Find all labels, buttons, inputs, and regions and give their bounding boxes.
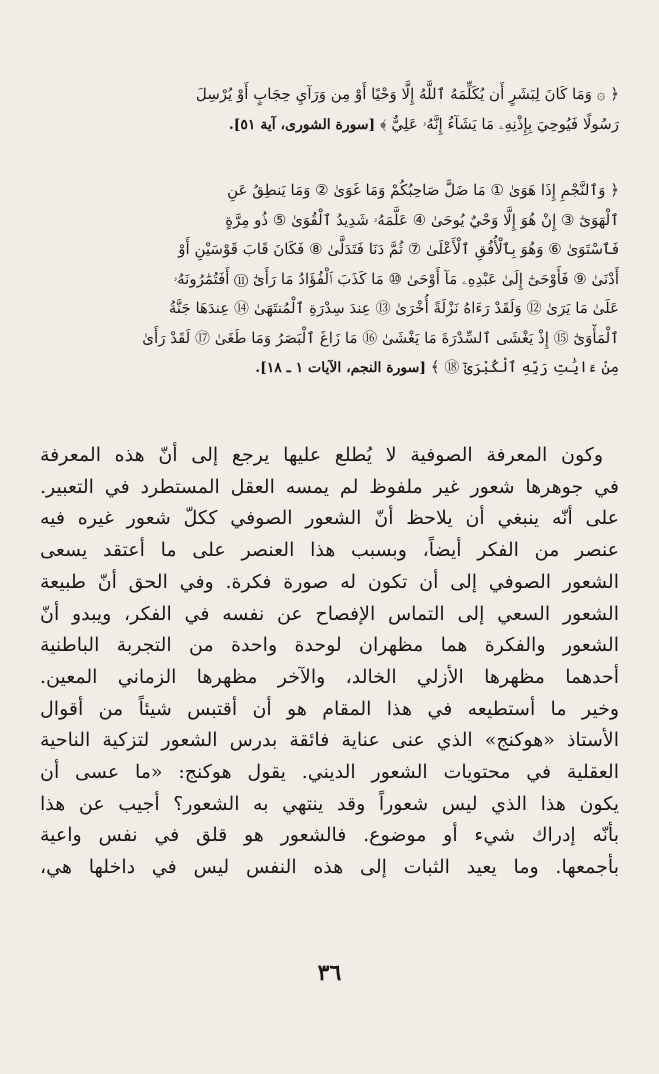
quran-line: ٱلْهَوَىٰٓ ③ إِنْ هُوَ إِلَّا وَحْيٌ يُوحَىٰ ④ عَلَّمَهُۥ شَدِيدُ ٱلْقُوَىٰ ⑤ ذُو مِرَّةٍ [225,210,619,229]
quran-line: عَلَىٰ مَا يَرَىٰ ⑫ وَلَقَدْ رَءَاهُ نَزْلَةً أُخْرَىٰ ⑬ عِندَ سِدْرَةِ ٱلْمُنتَهَىٰ ⑭ عِندَهَا جَنَّةُ [168,299,619,317]
quran-line: ﴿ ۞ وَمَا كَانَ لِبَشَرٍ أَن يُكَلِّمَهُ ٱللَّهُ إِلَّا وَحْيًا أَوْ مِن وَرَآيِ حِجَابٍ أَوْ يُرْسِلَ [195,85,619,103]
quran-quote-shura [40,80,619,140]
paragraph-line: الشعور والفكرة هما مظهران لوحدة واحدة من التجربة الباطنية [40,634,619,657]
quran-line: أَدْنَىٰ ⑨ فَأَوْحَىٰٓ إِلَىٰ عَبْدِهِۦ مَآ أَوْحَىٰ ⑩ مَا كَذَبَ ٱلْفُؤَادُ مَا رَأَىٰٓ ⑪ أَفَتُمَٰرُونَهُۥ [173,269,619,288]
paragraph-line: الشعور الصوفي إلى أن تكون له صورة فكرة. وفي الحق أنّ طبيعة [40,570,619,593]
verse-citation: [سورة النجم، الآيات ١ ـ ١٨]. [255,360,426,376]
paragraph-line: بأجمعها. وما يعيد الثبات إلى هذه النفس ليس في داخلها هي، [40,856,619,879]
paragraph-line: يكون هذا الذي ليس شعوراً وقد ينتهي به الشعور؟ أجيب عن هذا [40,792,619,815]
quran-line [40,353,619,384]
quran-quote-najm [40,176,619,384]
quran-line: ٱلْمَأْوَىٰٓ ⑮ إِذْ يَغْشَى ٱلسِّدْرَةَ مَا يَغْشَىٰ ⑯ مَا زَاغَ ٱلْبَصَرُ وَمَا طَغَىٰ ⑰ لَقَدْ رَأَىٰ [142,328,619,347]
paragraph-line: الأستاذ «هوكنج» الذي عنى عناية فائقة بدرس الشعور لتزكية الناحية [40,729,619,752]
paragraph-line: في جوهرها شعور غير ملفوظ لم يمسه العقل المستطرد في التعبير. [40,475,619,498]
paragraph-line: عنصر من الفكر أيضاً، وبسبب هذا العنصر على ما أعتقد يسعى [40,539,619,562]
quran-verse-text: مِنْ ءَايَٰتِ رَبِّهِ ٱلْكُبْرَىٰٓ ⑱ ﴾ [430,358,619,376]
page-number: ٣٦ [317,960,342,986]
paragraph-line: الشعور السعي إلى التماس الإفصاح عن نفسه في الفكر، ويبدو أنّ [40,602,619,625]
paragraph-line: وخير ما أستطيعه في هذا المقام هو أن أقتبس شيئاً من أقوال [40,697,619,720]
paragraph-line: وكون المعرفة الصوفية لا يُطلع عليها يرجع إلى أنّ هذه المعرفة [40,444,603,466]
quran-line: ﴿ وَٱلنَّجْمِ إِذَا هَوَىٰ ① مَا ضَلَّ صَاحِبُكُمْ وَمَا غَوَىٰ ② وَمَا يَنطِقُ عَنِ [227,181,619,199]
quran-verse-text: رَسُولًا فَيُوحِيَ بِإِذْنِهِۦ مَا يَشَآءُ إِنَّهُۥ عَلِيٌّ ﴾ [379,114,619,133]
paragraph-line: العقلية في محتويات الشعور الديني. يقول هوكنج: «ما عسى أن [40,761,619,784]
verse-citation: [سورة الشورى، آية ٥١]. [228,116,376,133]
body-paragraph [40,440,619,884]
quran-line [40,110,619,141]
paragraph-line: على أنّه ينبغي أن يلاحظ أنّ الشعور الصوفي ككلّ شعور غيره فيه [40,507,619,530]
paragraph-line: بأنّه إدراك شيء أو موضوع. فالشعور هو قلق في نفس واعية [40,824,619,847]
quran-line: فَٱسْتَوَىٰ ⑥ وَهُوَ بِٱلْأُفُقِ ٱلْأَعْلَىٰ ⑦ ثُمَّ دَنَا فَتَدَلَّىٰ ⑧ فَكَانَ قَابَ قَوْسَيْنِ أَوْ [178,240,619,258]
paragraph-line: أحدهما مظهرها الأزلي الخالد، والآخر مظهرها الزماني المعين. [40,665,619,688]
